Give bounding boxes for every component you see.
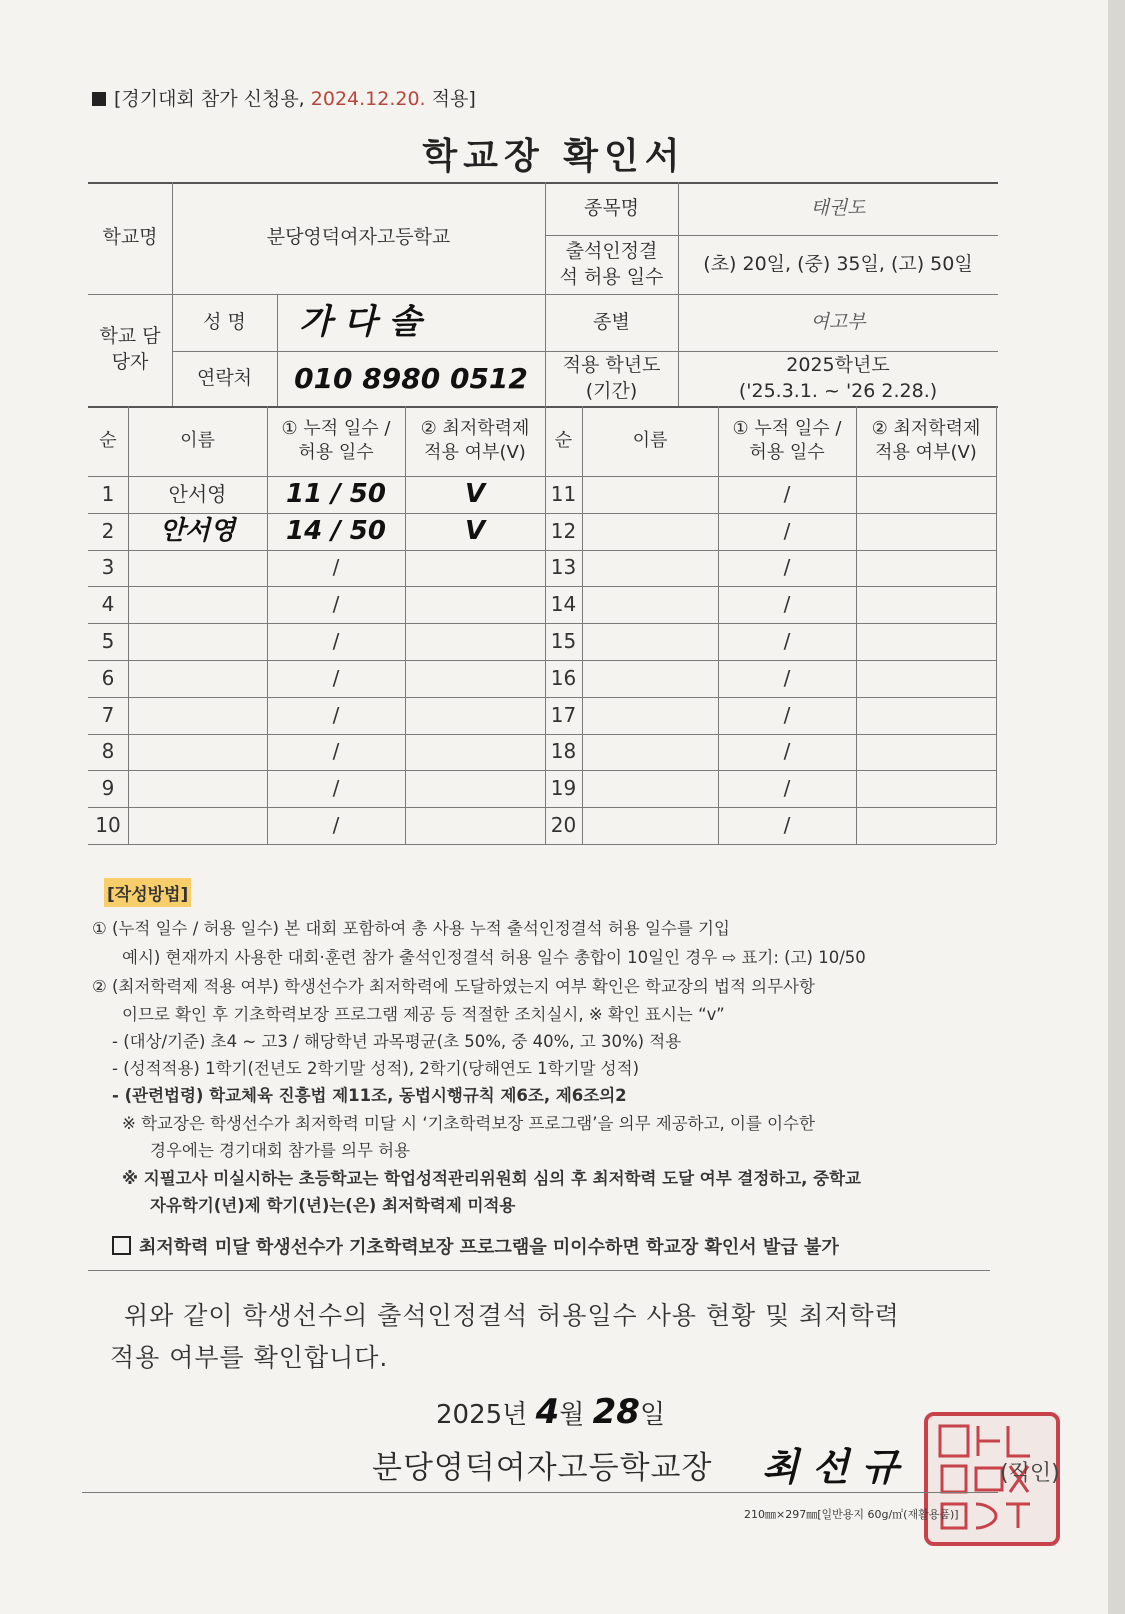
year-period: ('25.3.1. ~ '26 2.28.) (738, 379, 938, 402)
table-row-number: 19 (550, 776, 577, 801)
header-note-suffix: 적용] (431, 88, 476, 110)
table-header-check: ② 최저학력제 적용 여부(V) (871, 417, 981, 463)
table-header-name: 이름 (180, 429, 215, 451)
method-warning-text: 최저학력 미달 학생선수가 기초학력보장 프로그램을 미이수하면 학교장 확인서 발급 불가 (139, 1237, 839, 1258)
method-line-11: 자유학기(년)제 학기(년)는(은) 최저학력제 미적용 (150, 1196, 516, 1215)
seal-label: (직인) (1000, 1461, 1060, 1486)
table-row-number: 20 (550, 813, 577, 838)
table-row-days: 14 / 50 (286, 515, 386, 546)
table-row-name: 안서영 (168, 481, 227, 506)
table-row-days-slash: / (783, 776, 791, 801)
table-row-days: 11 / 50 (286, 478, 386, 509)
table-row-number: 5 (101, 629, 115, 654)
table-row-days-slash: / (332, 739, 340, 764)
table-row-days-slash: / (783, 481, 791, 506)
table-header-no: 순 (554, 429, 573, 451)
table-row-number: 4 (101, 592, 115, 617)
table-row-days-slash: / (332, 702, 340, 727)
table-col-rule (996, 406, 997, 844)
table-row-days-slash: / (783, 555, 791, 580)
table-row-days-slash: / (783, 813, 791, 838)
table-row-number: 2 (101, 518, 115, 543)
table-row-rule (88, 586, 996, 587)
method-warning (112, 1236, 839, 1259)
method-line-7: - (관련법령) 학교체육 진흥법 제11조, 동법시행규칙 제6조, 제6조의2 (112, 1086, 627, 1105)
table-row-number: 6 (101, 665, 115, 690)
table-row-rule (88, 770, 996, 771)
table-row-check: V (464, 515, 486, 546)
date-day-unit: 일 (639, 1400, 666, 1430)
date-day-handwritten: 28 (592, 1392, 640, 1432)
table-row-days-slash: / (332, 629, 340, 654)
table-row-number: 3 (101, 555, 115, 580)
date-year: 2025년 (436, 1400, 528, 1430)
paper-spec: 210㎜×297㎜[일반용지 60g/㎡(재활용품)] (744, 1508, 959, 1521)
table-header-no: 순 (99, 429, 117, 451)
table-row-number: 14 (550, 592, 577, 617)
principal-signature: 최 선 규 (762, 1445, 899, 1489)
table-row-number: 17 (550, 702, 577, 727)
allowed-days-label: 출석인정결석 허용 일수 (559, 239, 664, 288)
method-line-9: 경우에는 경기대회 참가를 의무 허용 (150, 1141, 411, 1160)
sport-label: 종목명 (583, 196, 640, 219)
date-month-handwritten: 4 (535, 1392, 560, 1432)
table-row-rule (88, 844, 996, 845)
table-row-days-slash: / (783, 629, 791, 654)
school-label: 학교명 (102, 226, 158, 249)
table-row-days-slash: / (332, 813, 340, 838)
table-row-days-slash: / (332, 665, 340, 690)
principal-title: 분당영덕여자고등학교장 (372, 1450, 713, 1486)
table-header-days: ① 누적 일수 / 허용 일수 (732, 417, 842, 463)
table-row-number: 11 (550, 481, 577, 506)
table-header-check: ② 최저학력제 적용 여부(V) (420, 417, 530, 463)
header-note-prefix: [경기대회 참가 신청용, (114, 88, 305, 110)
table-header-days: ① 누적 일수 / 허용 일수 (281, 417, 391, 463)
method-line-2: 예시) 현재까지 사용한 대회·훈련 참가 출석인정결석 허용 일수 총합이 10일인 경우 ⇨ 표기: (고) 10/50 (122, 948, 866, 967)
category-label: 종별 (593, 310, 630, 333)
table-row-number: 9 (101, 776, 115, 801)
name-label: 성 명 (203, 310, 246, 333)
table-row-days-slash: / (783, 702, 791, 727)
method-line-3: ② (최저학력제 적용 여부) 학생선수가 최저학력에 도달하였는지 여부 확인은 학교장의 법적 의무사항 (92, 977, 815, 996)
table-row-number: 1 (101, 481, 115, 506)
method-line-4: 이므로 확인 후 기초학력보장 프로그램 제공 등 적절한 조치실시, ※ 확인 표시는 “v” (122, 1005, 725, 1024)
table-row-rule (88, 660, 996, 661)
table-row-rule (88, 807, 996, 808)
school-value: 분당영덕여자고등학교 (266, 226, 451, 249)
table-row-days-slash: / (783, 665, 791, 690)
confirm-line-2: 적용 여부를 확인합니다. (110, 1343, 389, 1372)
phone-label: 연락처 (196, 366, 253, 389)
header-note-date: 2024.12.20. (310, 88, 426, 110)
table-row-number: 10 (95, 813, 121, 838)
year-label: 적용 학년도 (기간) (562, 353, 661, 402)
table-header-name: 이름 (632, 429, 668, 451)
confirm-date (436, 1392, 665, 1432)
method-line-1: ① (누적 일수 / 허용 일수) 본 대회 포함하여 총 사용 누적 출석인정결석 허용 일수를 기입 (92, 919, 730, 938)
table-row-name: 안서영 (159, 515, 236, 546)
table-row-rule (88, 623, 996, 624)
contact-phone-handwritten: 010 8980 0512 (294, 361, 528, 395)
method-line-8: ※ 학교장은 학생선수가 최저학력 미달 시 ‘기초학력보장 프로그램’을 의무 제공하고, 이를 이수한 (122, 1114, 815, 1133)
table-row-days-slash: / (332, 555, 340, 580)
table-row-rule (88, 734, 996, 735)
table-row-number: 18 (550, 739, 577, 764)
method-title: [작성방법] (104, 878, 191, 907)
table-row-check: V (464, 478, 486, 509)
table-row-rule (88, 550, 996, 551)
table-row-days-slash: / (783, 518, 791, 543)
method-line-5: - (대상/기준) 초4 ~ 고3 / 해당학년 과목평균(초 50%, 중 40%, 고 30%) 적용 (112, 1032, 682, 1051)
rule (88, 1270, 990, 1271)
table-row-days-slash: / (332, 592, 340, 617)
method-line-6: - (성적적용) 1학기(전년도 2학기말 성적), 2학기(당해연도 1학기말 성적) (112, 1059, 640, 1078)
date-month-unit: 월 (559, 1400, 585, 1430)
page-title: 학교장 확인서 (422, 136, 686, 177)
category-value: 여고부 (810, 310, 866, 333)
table-row-number: 12 (550, 518, 577, 543)
year-value: 2025학년도 (786, 353, 890, 376)
allowed-days-value: (초) 20일, (중) 35일, (고) 50일 (703, 252, 973, 275)
header-note (92, 84, 476, 111)
contact-label: 학교 담당자 (99, 325, 161, 373)
rule (82, 1492, 998, 1493)
table-row-number: 8 (101, 739, 115, 764)
table-row-number: 7 (101, 702, 115, 727)
table-row-days-slash: / (783, 592, 791, 617)
table-row-number: 13 (550, 555, 577, 580)
square-bullet-icon (92, 92, 106, 106)
arrow-box-icon (112, 1236, 131, 1255)
year-cell (678, 351, 998, 406)
method-line-10: ※ 지필고사 미실시하는 초등학교는 학업성적관리위원회 심의 후 최저학력 도달 여부 결정하고, 중학교 (122, 1169, 861, 1188)
table-row-days-slash: / (783, 739, 791, 764)
sport-value: 태권도 (810, 196, 866, 219)
table-row-number: 16 (550, 665, 577, 690)
table-row-days-slash: / (332, 776, 340, 801)
table-row-number: 15 (550, 629, 577, 654)
contact-name-handwritten: 가 다 솔 (299, 301, 422, 342)
confirm-line-1: 위와 같이 학생선수의 출석인정결석 허용일수 사용 현황 및 최저학력 (124, 1301, 900, 1330)
table-row-rule (88, 697, 996, 698)
